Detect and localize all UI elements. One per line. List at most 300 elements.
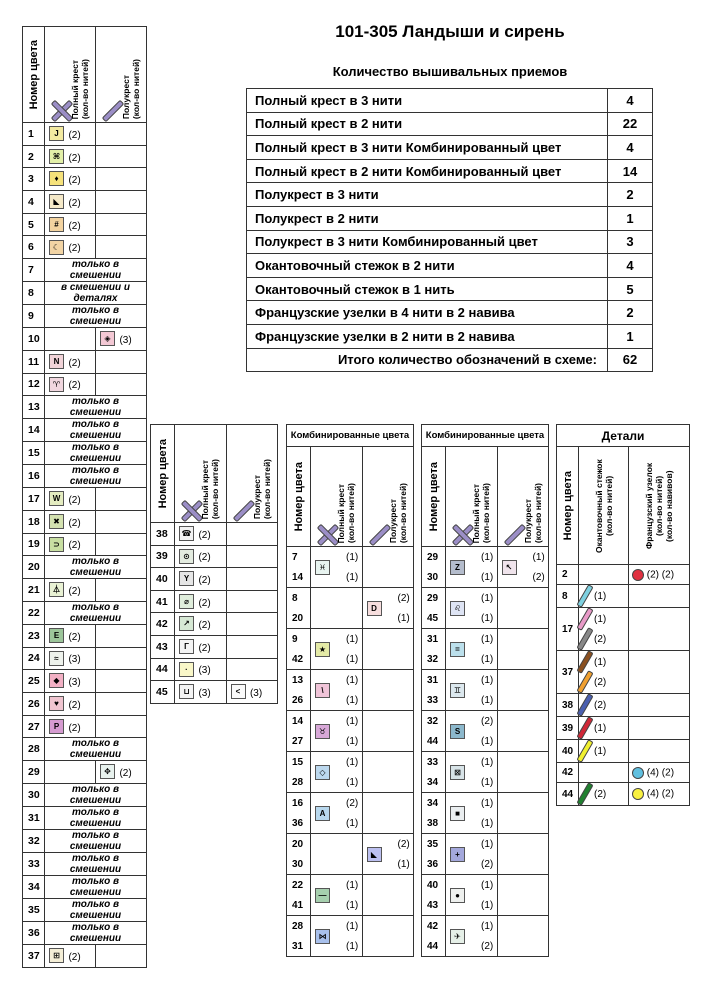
full-cross-cell	[45, 693, 96, 716]
half-cross-cell	[362, 608, 414, 629]
legend-row	[23, 533, 147, 556]
combo-row	[422, 875, 549, 896]
mix-note: только в смешении	[45, 259, 147, 282]
legend-row	[23, 465, 147, 488]
half-cross-cell	[362, 690, 414, 711]
color-number: 31	[287, 936, 311, 957]
full-cross-header: Полный крест (кол-во нитей)	[311, 447, 363, 547]
summary-label: Полукрест в 3 нити Комбинированный цвет	[247, 230, 608, 254]
half-cross-cell	[362, 711, 414, 732]
legend-row	[151, 590, 278, 613]
thread-count: (2)	[68, 152, 81, 164]
full-cross-cell	[311, 936, 363, 957]
color-number: 29	[422, 547, 446, 568]
combo-row	[422, 752, 549, 773]
backstitch-cell	[579, 783, 629, 806]
half-cross-cell	[362, 752, 414, 773]
color-legend-table-left	[22, 26, 147, 968]
half-cross-cell	[362, 875, 414, 896]
combo-row	[287, 711, 414, 732]
chart-symbol: ♌	[450, 601, 465, 616]
combo-row	[422, 649, 549, 670]
color-number: 9	[287, 629, 311, 650]
thread-count: (1)	[346, 817, 359, 829]
legend-row	[151, 568, 278, 591]
thread-count: (2)	[397, 592, 410, 604]
chart-symbol: —	[315, 888, 330, 903]
half-cross-cell	[95, 647, 146, 670]
combo-row	[287, 547, 414, 568]
thread-count: (2)	[198, 620, 211, 632]
full-cross-cell	[446, 588, 498, 613]
thread-count: (2)	[119, 768, 132, 780]
half-cross-icon	[101, 100, 121, 120]
full-cross-cell	[446, 711, 498, 736]
detail-row	[557, 585, 690, 608]
thread-count: (1)	[481, 797, 494, 809]
chart-symbol: ♈	[49, 377, 64, 392]
full-cross-cell	[175, 590, 227, 613]
mix-note: только в смешении	[45, 419, 147, 442]
color-number: 23	[23, 624, 45, 647]
half-cross-icon	[232, 500, 252, 520]
combo-row	[287, 772, 414, 793]
color-number: 4	[23, 191, 45, 214]
thread-count: (1)	[594, 590, 607, 602]
thread-count: (2)	[594, 676, 607, 688]
backstitch-cell	[579, 608, 629, 651]
chart-symbol: E	[49, 628, 64, 643]
thread-count: (1)	[346, 879, 359, 891]
color-number: 44	[422, 731, 446, 752]
legend-row	[23, 191, 147, 214]
combined-colors-title: Комбинированные цвета	[287, 425, 414, 447]
half-cross-cell	[497, 649, 549, 670]
legend-row	[151, 635, 278, 658]
thread-count: (1)	[346, 653, 359, 665]
french-knot-swatch	[632, 788, 644, 800]
half-cross-cell	[226, 635, 278, 658]
thread-count: (3)	[68, 654, 81, 666]
color-number: 36	[422, 854, 446, 875]
summary-label: Полный крест в 3 нити Комбинированный цвет	[247, 136, 608, 160]
combo-row	[287, 670, 414, 691]
thread-count: (4)	[646, 767, 660, 779]
summary-total-row	[247, 348, 653, 372]
combo-row	[287, 690, 414, 711]
color-number: 40	[422, 875, 446, 896]
full-cross-cell	[45, 761, 96, 784]
page-title: 101-305 Ландыши и сирень	[335, 22, 565, 41]
legend-row	[23, 601, 147, 624]
legend-row	[23, 396, 147, 419]
wrap-count: (2)	[661, 569, 675, 581]
full-cross-cell	[45, 624, 96, 647]
summary-row	[247, 89, 653, 113]
thread-count: (3)	[198, 687, 211, 699]
chart-symbol: ⋈	[315, 929, 330, 944]
thread-count: (3)	[198, 665, 211, 677]
color-number: 12	[23, 373, 45, 396]
color-number: 36	[287, 813, 311, 834]
wrap-count: (2)	[661, 767, 675, 779]
color-number: 44	[557, 783, 579, 806]
full-cross-cell	[45, 213, 96, 236]
combo-row	[422, 588, 549, 609]
color-number: 39	[557, 717, 579, 740]
summary-count: 2	[608, 301, 653, 325]
full-cross-cell	[446, 567, 498, 588]
thread-count: (1)	[594, 745, 607, 757]
thread-count: (1)	[346, 920, 359, 932]
chart-symbol: ·	[179, 662, 194, 677]
combo-row	[422, 547, 549, 568]
thread-count: (2)	[68, 586, 81, 598]
thread-count: (1)	[481, 592, 494, 604]
summary-row	[247, 230, 653, 254]
half-cross-cell	[95, 693, 146, 716]
legend-row	[23, 350, 147, 373]
color-number: 45	[151, 681, 175, 704]
half-cross-cell	[497, 752, 549, 773]
backstitch-header: Окантовочный стежок (кол-во нитей)	[579, 447, 629, 565]
summary-row	[247, 112, 653, 136]
half-cross-header: Полукрест (кол-во нитей)	[95, 27, 146, 123]
chart-symbol: ☾	[49, 240, 64, 255]
full-cross-cell	[446, 547, 498, 572]
legend-row	[23, 328, 147, 351]
half-cross-cell	[95, 168, 146, 191]
french-knot-cell	[629, 608, 690, 651]
color-number: 14	[287, 567, 311, 588]
full-cross-cell	[311, 608, 363, 629]
chart-symbol: ★	[315, 642, 330, 657]
backstitch-cell	[579, 565, 629, 585]
french-knot-cell	[629, 763, 690, 783]
color-number: 18	[23, 510, 45, 533]
backstitch-swatch	[576, 782, 593, 806]
half-cross-cell	[362, 834, 414, 859]
half-cross-cell	[226, 658, 278, 681]
thread-count: (1)	[397, 858, 410, 870]
chart-symbol: ♥	[49, 696, 64, 711]
half-cross-cell	[226, 568, 278, 591]
thread-count: (1)	[481, 571, 494, 583]
full-cross-cell	[45, 373, 96, 396]
chart-symbol: Z	[450, 560, 465, 575]
color-number: 35	[23, 899, 45, 922]
mix-note: только в смешении	[45, 465, 147, 488]
detail-row	[557, 763, 690, 783]
full-cross-cell	[446, 690, 498, 711]
color-number: 45	[422, 608, 446, 629]
combo-row	[422, 916, 549, 937]
chart-symbol: ✖	[49, 514, 64, 529]
combo-row	[287, 588, 414, 609]
chart-symbol: ◣	[49, 194, 64, 209]
half-cross-cell	[362, 916, 414, 937]
summary-row	[247, 301, 653, 325]
thread-count: (2)	[68, 517, 81, 529]
half-cross-cell	[362, 936, 414, 957]
backstitch-swatch	[576, 584, 593, 608]
combo-row	[422, 813, 549, 834]
chart-symbol: ♉	[315, 724, 330, 739]
half-cross-cell	[497, 772, 549, 793]
summary-label: Окантовочный стежок в 2 нити	[247, 254, 608, 278]
thread-count: (3)	[119, 334, 132, 346]
full-cross-cell	[446, 772, 498, 793]
color-number: 20	[287, 608, 311, 629]
french-knot-header: Французский узелок (кол-во нитей) (кол-во навивов)	[629, 447, 690, 565]
details-table	[556, 424, 690, 806]
legend-row	[23, 510, 147, 533]
thread-count: (1)	[481, 920, 494, 932]
color-number: 39	[151, 545, 175, 568]
chart-symbol: ◈	[100, 331, 115, 346]
summary-row	[247, 206, 653, 230]
color-number: 26	[287, 690, 311, 711]
detail-row	[557, 608, 690, 651]
legend-row	[23, 670, 147, 693]
mix-note: только в смешении	[45, 807, 147, 830]
combo-row	[287, 834, 414, 855]
full-cross-icon	[451, 524, 471, 544]
thread-count: (1)	[481, 694, 494, 706]
thread-count: (1)	[481, 776, 494, 788]
french-knot-cell	[629, 565, 690, 585]
combo-row	[287, 895, 414, 916]
thread-count: (2)	[594, 699, 607, 711]
color-number: 34	[23, 876, 45, 899]
chart-symbol: ■	[450, 806, 465, 821]
chart-symbol: ♓	[315, 560, 330, 575]
half-cross-cell	[95, 350, 146, 373]
thread-count: (2)	[198, 552, 211, 564]
chart-symbol: ⊃	[49, 537, 64, 552]
color-number: 5	[23, 213, 45, 236]
thread-count: (1)	[481, 899, 494, 911]
half-cross-cell	[497, 690, 549, 711]
half-cross-header: Полукрест (кол-во нитей)	[362, 447, 414, 547]
combo-row	[287, 629, 414, 650]
thread-count: (1)	[346, 899, 359, 911]
thread-count: (2)	[68, 243, 81, 255]
thread-count: (1)	[346, 776, 359, 788]
detail-row	[557, 694, 690, 717]
half-cross-cell	[95, 328, 146, 351]
thread-count: (1)	[481, 838, 494, 850]
full-cross-cell	[311, 895, 363, 916]
color-number: 42	[287, 649, 311, 670]
color-number: 2	[23, 145, 45, 168]
color-number: 6	[23, 236, 45, 259]
french-knot-swatch	[632, 569, 644, 581]
color-number: 31	[23, 807, 45, 830]
french-knot-cell	[629, 694, 690, 717]
legend-row	[23, 123, 147, 146]
half-cross-cell	[362, 670, 414, 691]
color-number-header: Номер цвета	[557, 447, 579, 565]
backstitch-cell	[579, 717, 629, 740]
thread-count: (2)	[646, 569, 660, 581]
thread-count: (2)	[68, 220, 81, 232]
full-cross-header: Полный крест (кол-во нитей)	[175, 425, 227, 523]
legend-row	[23, 693, 147, 716]
thread-count: (1)	[346, 674, 359, 686]
color-number: 38	[422, 813, 446, 834]
full-cross-cell	[175, 681, 227, 704]
half-cross-cell	[497, 731, 549, 752]
color-number: 38	[151, 523, 175, 546]
combo-row	[287, 936, 414, 957]
color-number: 38	[557, 694, 579, 717]
thread-count: (2)	[68, 631, 81, 643]
color-number: 37	[23, 945, 45, 968]
chart-symbol: ◇	[315, 765, 330, 780]
combo-row	[287, 731, 414, 752]
combo-row	[287, 875, 414, 896]
mix-note: только в смешении	[45, 784, 147, 807]
full-cross-cell	[446, 670, 498, 695]
half-cross-cell	[95, 624, 146, 647]
legend-row	[23, 715, 147, 738]
legend-row	[23, 807, 147, 830]
summary-count: 1	[608, 206, 653, 230]
full-cross-cell	[446, 813, 498, 834]
half-cross-cell	[497, 670, 549, 691]
combo-row	[422, 936, 549, 957]
summary-count: 5	[608, 277, 653, 301]
color-number: 32	[23, 830, 45, 853]
thread-count: (1)	[594, 656, 607, 668]
combined-colors-table-2	[421, 424, 549, 957]
color-number: 42	[557, 763, 579, 783]
thread-count: (1)	[481, 612, 494, 624]
backstitch-swatch	[576, 693, 593, 717]
full-cross-cell	[45, 168, 96, 191]
combo-row	[422, 731, 549, 752]
full-cross-cell	[45, 191, 96, 214]
color-number: 21	[23, 579, 45, 602]
full-cross-cell	[446, 608, 498, 629]
thread-count: (3)	[68, 677, 81, 689]
thread-count: (2)	[198, 574, 211, 586]
color-number: 41	[151, 590, 175, 613]
details-title: Детали	[557, 425, 690, 447]
chart-symbol: ♊	[450, 683, 465, 698]
mix-note: только в смешении	[45, 899, 147, 922]
mix-note: в смешении и деталях	[45, 282, 147, 305]
thread-count: (2)	[346, 797, 359, 809]
combined-colors-title: Комбинированные цвета	[422, 425, 549, 447]
combo-row	[422, 629, 549, 650]
full-cross-cell	[45, 123, 96, 146]
combo-row	[287, 916, 414, 937]
color-number: 28	[287, 772, 311, 793]
half-cross-cell	[95, 123, 146, 146]
backstitch-swatch	[576, 739, 593, 763]
full-cross-cell	[311, 547, 363, 572]
half-cross-cell	[362, 629, 414, 650]
mix-note: только в смешении	[45, 305, 147, 328]
detail-row	[557, 740, 690, 763]
combo-row	[287, 608, 414, 629]
full-cross-cell	[311, 813, 363, 834]
full-cross-cell	[45, 647, 96, 670]
half-cross-cell	[497, 608, 549, 629]
backstitch-swatch	[576, 716, 593, 740]
detail-row	[557, 717, 690, 740]
color-number-header: Номер цвета	[23, 27, 45, 123]
summary-row	[247, 136, 653, 160]
chart-symbol: ↖	[502, 560, 517, 575]
french-knot-cell	[629, 740, 690, 763]
legend-row	[23, 761, 147, 784]
summary-total-count: 62	[608, 348, 653, 372]
thread-count: (1)	[481, 674, 494, 686]
half-cross-cell	[95, 373, 146, 396]
half-cross-icon	[368, 524, 388, 544]
half-cross-header: Полукрест (кол-во нитей)	[497, 447, 549, 547]
thread-count: (3)	[249, 687, 263, 699]
legend-row	[23, 784, 147, 807]
half-cross-cell	[95, 579, 146, 602]
full-cross-cell	[311, 567, 363, 588]
legend-row	[23, 213, 147, 236]
chart-symbol: ◣	[367, 847, 382, 862]
full-cross-cell	[45, 488, 96, 511]
full-cross-cell	[45, 715, 96, 738]
summary-label: Французские узелки в 4 нити в 2 навива	[247, 301, 608, 325]
full-cross-cell	[446, 629, 498, 654]
full-cross-cell	[311, 629, 363, 654]
combo-row	[422, 793, 549, 814]
summary-label: Полукрест в 2 нити	[247, 206, 608, 230]
thread-count: (1)	[346, 735, 359, 747]
legend-row	[23, 556, 147, 579]
thread-count: (1)	[346, 715, 359, 727]
chart-symbol: #	[49, 217, 64, 232]
combo-row	[422, 772, 549, 793]
thread-count: (1)	[481, 551, 494, 563]
chart-symbol: W	[49, 491, 64, 506]
backstitch-cell	[579, 585, 629, 608]
chart-symbol: ☎	[179, 526, 194, 541]
thread-count: (1)	[532, 551, 545, 563]
color-number: 30	[287, 854, 311, 875]
mix-note: только в смешении	[45, 396, 147, 419]
legend-row	[23, 876, 147, 899]
combo-row	[422, 834, 549, 855]
mix-note: только в смешении	[45, 830, 147, 853]
backstitch-swatch	[576, 607, 593, 631]
chart-symbol: <	[231, 684, 246, 699]
color-number-header: Номер цвета	[422, 447, 446, 547]
color-number: 22	[23, 601, 45, 624]
color-number: 43	[151, 635, 175, 658]
legend-row	[23, 373, 147, 396]
color-number: 2	[557, 565, 579, 585]
full-cross-cell	[446, 793, 498, 818]
thread-count: (2)	[481, 940, 494, 952]
half-cross-icon	[503, 524, 523, 544]
legend-row	[23, 624, 147, 647]
color-number: 1	[23, 123, 45, 146]
mix-note: только в смешении	[45, 601, 147, 624]
thread-count: (2)	[198, 597, 211, 609]
color-number: 20	[287, 834, 311, 855]
